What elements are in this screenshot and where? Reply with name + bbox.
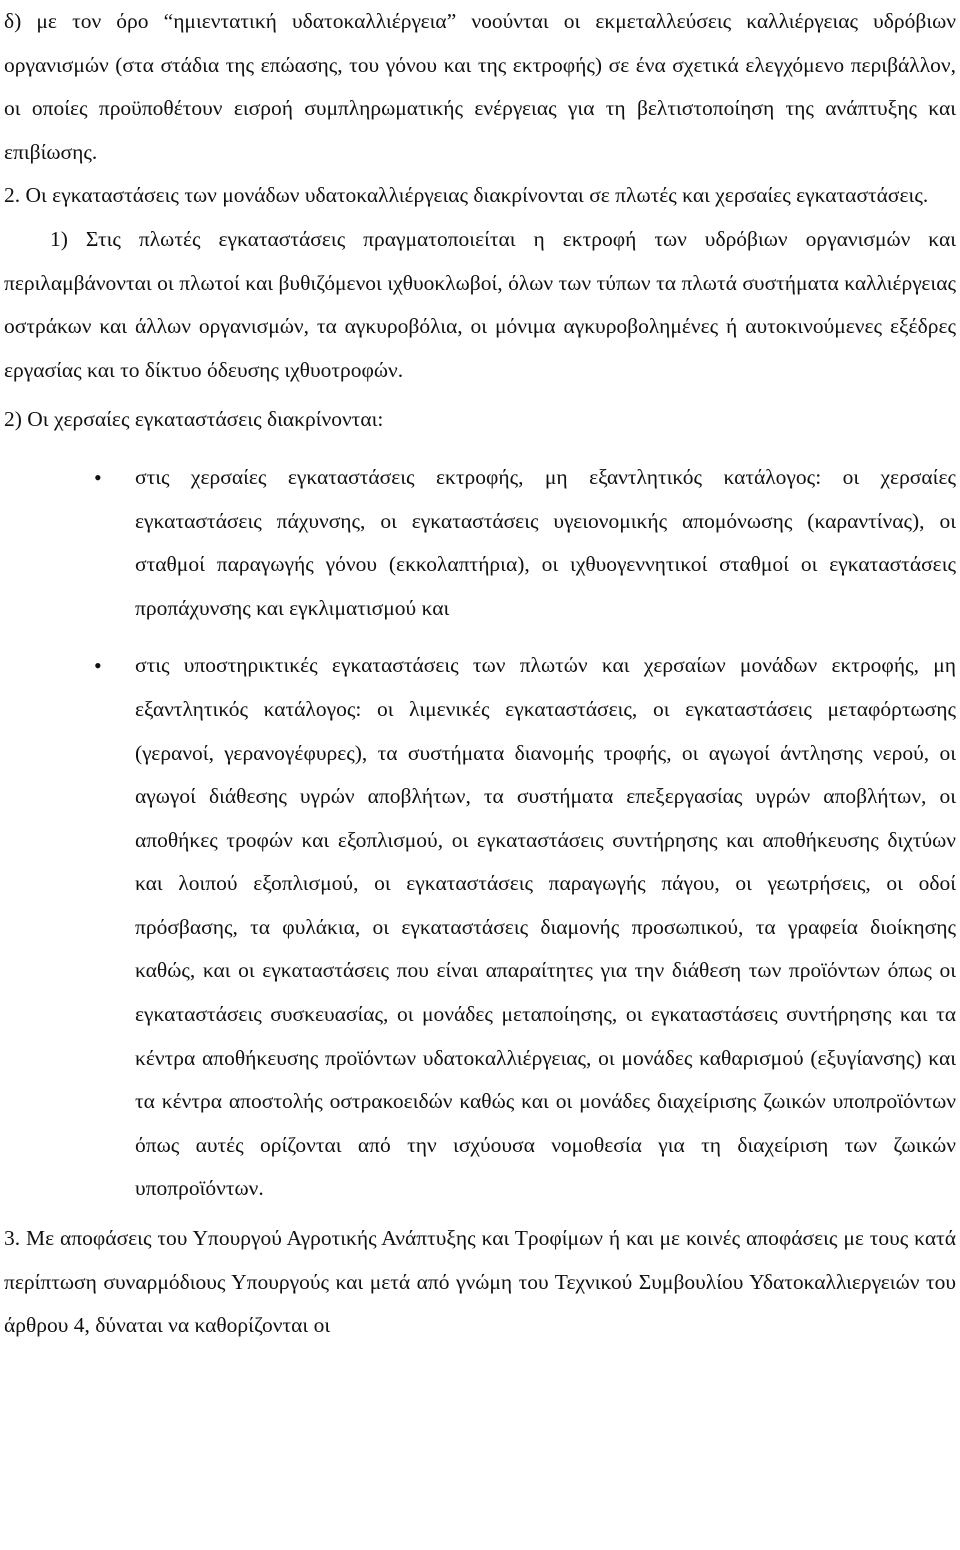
list-item-text: στις χερσαίες εγκαταστάσεις εκτροφής, μη εξαντλητικός κατάλογος: οι χερσαίες εγκαταστάσεις πάχυνσης, οι εγκαταστάσεις υγειονομικής απομόνωσης (καραντίνας), οι σταθμοί παραγωγής γόνου (εκκολαπτήρια), οι ιχθυογεννητικοί σταθμοί οι εγκαταστάσεις προπάχυνσης και εγκλιματισμού και [135, 464, 956, 620]
bullet-icon: • [94, 653, 102, 679]
list-item [4, 456, 956, 630]
land-installations-list [4, 456, 956, 1211]
list-item-text: στις υποστηρικτικές εγκαταστάσεις των πλωτών και χερσαίων μονάδων εκτροφής, μη εξαντλητικός κατάλογος: οι λιμενικές εγκαταστάσεις, οι εγκαταστάσεις μεταφόρτωσης (γερανοί, γερανογέφυρες), τα συστήματα διανομής τροφής, οι αγωγοί άντλησης νερού, οι αγωγοί διάθεσης υγρών αποβλήτων, τα συστήματα επεξεργασίας υγρών αποβλήτων, οι αποθήκες τροφών και εξοπλισμού, οι εγκαταστάσεις συντήρησης και αποθήκευσης διχτύων και λοιπού εξοπλισμού, οι εγκαταστάσεις παραγωγής πάγου, οι γεωτρήσεις, οι οδοί πρόσβασης, τα φυλάκια, οι εγκαταστάσεις διαμονής προσωπικού, τα γραφεία διοίκησης καθώς, και οι εγκαταστάσεις που είναι απαραίτητες για την διάθεση των προϊόντων όπως οι εγκαταστάσεις συσκευασίας, οι μονάδες μεταποίησης, οι εγκαταστάσεις συντήρησης και τα κέντρα αποθήκευσης προϊόντων υδατοκαλλιέργειας, οι μονάδες καθαρισμού (εξυγίανσης) και τα κέντρα αποστολής οστρακοειδών καθώς και οι μονάδες διαχείρισης ζωικών υποπροϊόντων όπως αυτές ορίζονται από την ισχύουσα νομοθεσία για τη διαχείριση των ζωικών υποπροϊόντων. [135, 653, 956, 1201]
paragraph-2-installations: 2. Οι εγκαταστάσεις των μονάδων υδατοκαλλιέργειας διακρίνονται σε πλωτές και χερσαίες εγκαταστάσεις. [4, 183, 929, 208]
paragraph-3-decisions: 3. Με αποφάσεις του Υπουργού Αγροτικής Ανάπτυξης και Τροφίμων ή και με κοινές αποφάσεις με τους κατά περίπτωση συναρμόδιους Υπουργούς και μετά από γνώμη του Τεχνικού Συμβουλίου Υδατοκαλλιεργειών του άρθρου 4, δύναται να καθορίζονται οι [4, 1226, 956, 1338]
bullet-icon: • [94, 464, 102, 490]
paragraph-2-1-floating: 1) Στις πλωτές εγκαταστάσεις πραγματοποιείται η εκτροφή των υδρόβιων οργανισμών και περιλαμβάνονται οι πλωτοί και βυθιζόμενοι ιχθυοκλωβοί, όλων των τύπων τα πλωτά συστήματα καλλιέργειας οστράκων και άλλων οργανισμών, τα αγκυροβόλια, οι μόνιμα αγκυροβολημένες ή αυτοκινούμενες εξέδρες εργασίας και το δίκτυο όδευσης ιχθυοτροφών. [4, 226, 956, 382]
paragraph-2-2-land: 2) Οι χερσαίες εγκαταστάσεις διακρίνονται: [4, 407, 384, 432]
list-item [4, 644, 956, 1211]
paragraph-delta-definition: δ) με τον όρο “ημιεντατική υδατοκαλλιέργεια” νοούνται οι εκμεταλλεύσεις καλλιέργειας υδρόβιων οργανισμών (στα στάδια της επώασης, του γόνου και της εκτροφής) σε ένα σχετικά ελεγχόμενο περιβάλλον, οι οποίες προϋποθέτουν εισροή συμπληρωματικής ενέργειας για τη βελτιστοποίηση της ανάπτυξης και επιβίωσης. [4, 9, 956, 164]
